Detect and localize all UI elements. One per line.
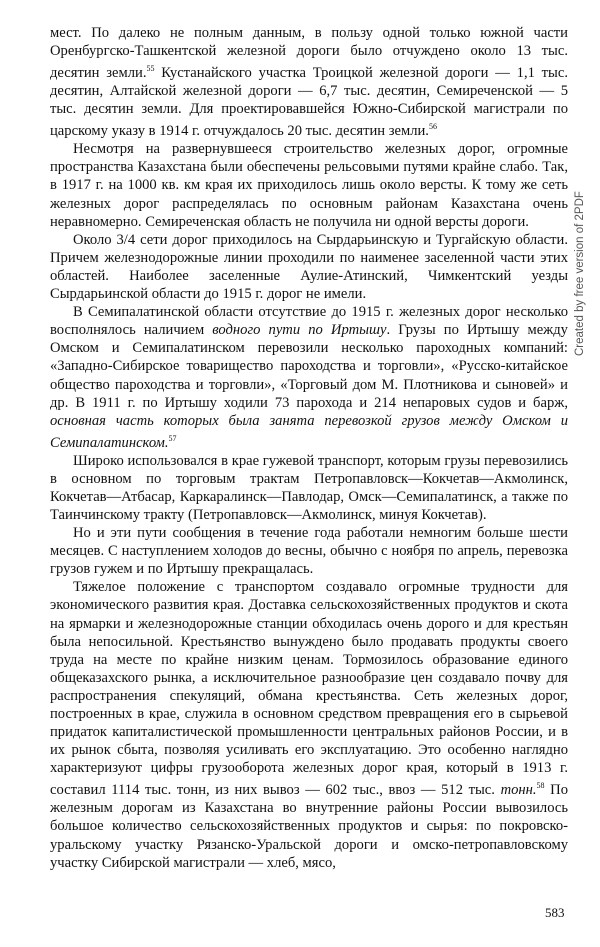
- page-body: [50, 24, 568, 872]
- page-number: 583: [545, 905, 565, 920]
- paragraph: В Семипалатинской области отсутствие до 1915 г. железных дорог несколько восполнялось наличием водного пути по Иртышу. Грузы по Иртышу между Омском и Семипалатинском перевозили несколько пароходных компаний: «Западно-Сибирское товарищество пароходства и торговли», «Русско-китайское общество пароходства и торговли», «Торговый дом М. Плотникова и сыновей» и др. В 1911 г. по Иртышу ходили 73 парохода и 214 непаровых судов и барж, основная часть которых была занята перевозкой грузов между Омском и Семипалатинском.$^{57}$: [50, 304, 568, 451]
- paragraph: Тяжелое положение с транспортом создавало огромные трудности для экономического развития края. Доставка сельскохозяйственных продуктов и скота на ярмарки и железнодорожные станции обходилась очень дорого и для крестьян была непосильной. Крестьянство вынуждено было продавать продукты своего труда на месте по крайне низким ценам. Тормозилось образование единого общеказахского рынка, а исключительное разнообразие цен создавало почву для распространения спекуляций, обмана крестьянства. Сеть железных дорог, построенных в крае, служила в основном средством превращения его в сырьевой придаток капиталистической промышленности центральных районов России, и в их рынок сбыта, позволяя усиливать его эксплуатацию. Это особенно наглядно характеризуют цифры грузооборота железных дорог края, который в 1913 г. составил 1114 тыс. тонн, из них вывоз — 602 тыс., ввоз — 512 тыс. тонн.$^{58}$ По железным дорогам из Казахстана во внутренние районы России вывозилось большое количество сельскохозяйственных продуктов и сырья: по покровско-уральскому участку Рязанско-Уральской дороги и омско-петропавловскому участку Сибирской магистрали — хлеб, мясо,: [50, 579, 568, 871]
- paragraph: Несмотря на развернувшееся строительство железных дорог, огромные пространства Казахстана были обеспечены рельсовыми путями крайне слабо. Так, в 1917 г. на 1000 кв. км края их приходилось лишь около версты. К тому же сеть железных дорог распределялась по основным районам Казахстана очень неравномерно. Семиреченская область не получила ни одной версты дороги.: [50, 141, 568, 230]
- footnote-ref: 58: [536, 781, 545, 791]
- watermark-text: Created by free version of 2PDF: [574, 191, 586, 356]
- paragraph: Но и эти пути сообщения в течение года работали немногим больше шести месяцев. С наступлением холодов до весны, обычно с ноября по апрель, перевозка грузов гужем и по Иртышу прекращалась.: [50, 525, 568, 578]
- footnote-ref: 57: [168, 433, 177, 443]
- paragraph: Широко использовался в крае гужевой транспорт, которым грузы перевозились в основном по торговым трактам Петропавловск—Кокчетав—Акмолинск, Кокчетав—Атбасар, Каркаралинск—Павлодар, Омск—Семипалатинск, а также по Таинчинскому тракту (Петропавловск—Акмолинск, минуя Кокчетав).: [50, 452, 568, 524]
- footnote-ref: 56: [428, 122, 437, 132]
- footnote-ref: 55: [146, 64, 155, 74]
- paragraph: мест. По далеко не полным данным, в пользу одной только южной части Оренбургско-Ташкентской железной дороги было отчуждено около 13 тыс. десятин земли.$^{55}$ Кустанайского участка Троицкой железной дороги — 1,1 тыс. десятин, Алтайской железной дороги — 6,7 тыс. десятин, Семиреченской — 5 тыс. десятин земли. Для проектировавшейся Южно-Сибирской магистрали по царскому указу в 1914 г. отчуждалось 20 тыс. десятин земли.$^{56}$: [50, 25, 568, 140]
- paragraph: Около 3/4 сети дорог приходилось на Сырдарьинскую и Тургайскую области. Причем железнодорожные линии проходили по наименее заселенной части этих областей. Наиболее заселенные Аулие-Атинский, Чимкентский уезды Сырдарьинской области до 1915 г. дорог не имели.: [50, 231, 568, 303]
